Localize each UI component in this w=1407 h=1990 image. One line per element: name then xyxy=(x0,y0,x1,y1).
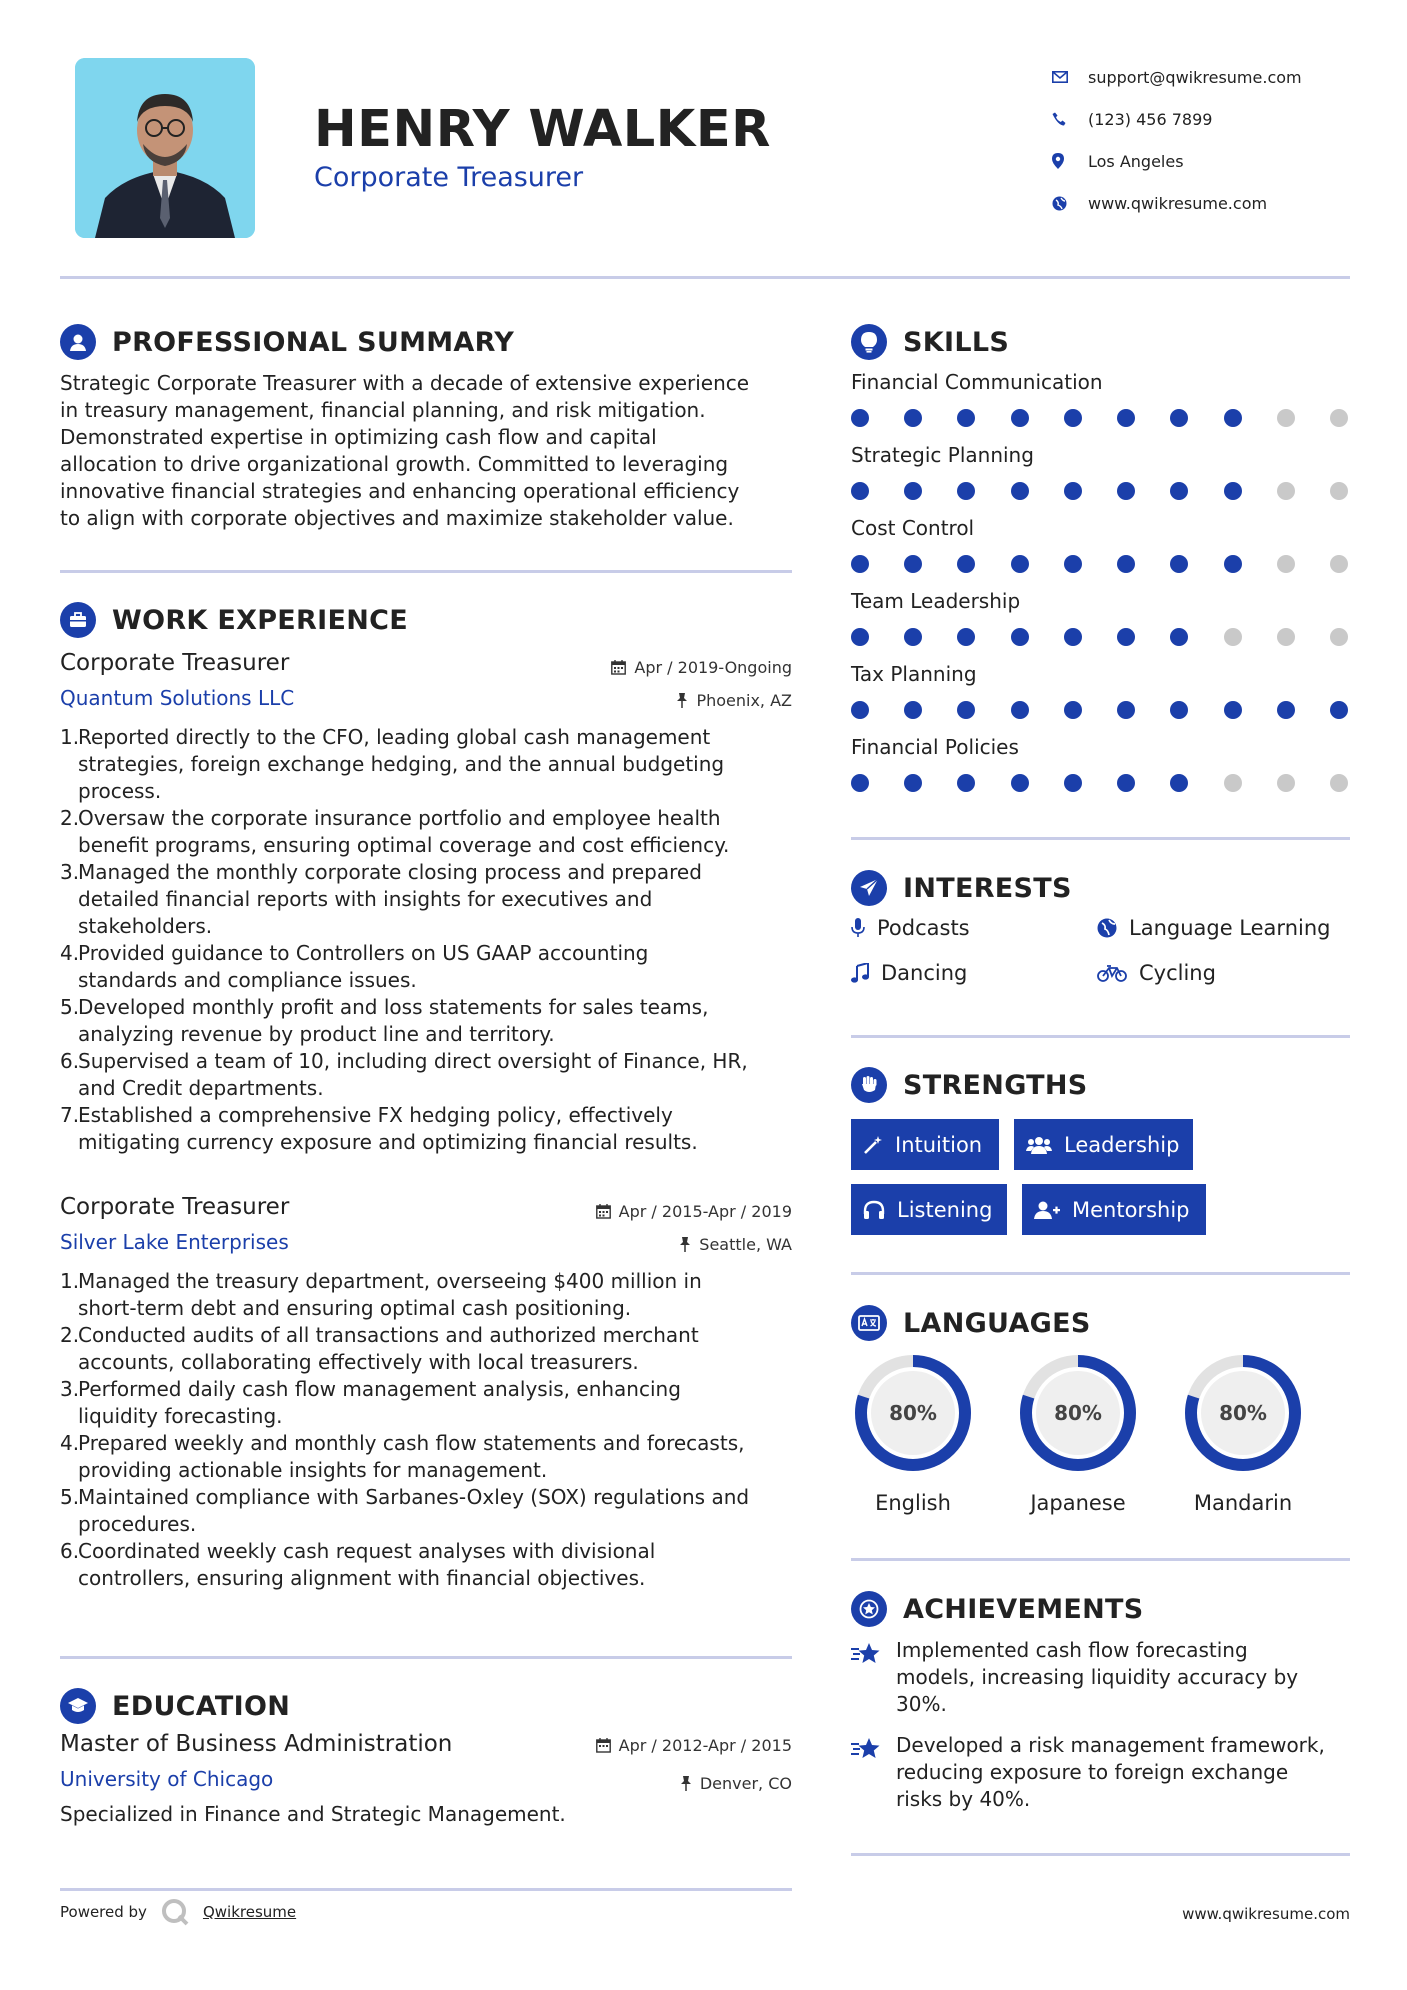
rating-dot-empty xyxy=(1277,482,1295,500)
rating-dot-empty xyxy=(1277,628,1295,646)
interests-section-header xyxy=(851,870,1072,906)
bullet-line: liquidity forecasting. xyxy=(78,1404,283,1428)
rating-dot-filled xyxy=(1064,555,1082,573)
job-bullet xyxy=(60,1430,792,1484)
microphone-icon xyxy=(851,918,865,938)
language-item xyxy=(1181,1351,1305,1515)
job-bullet xyxy=(60,1048,792,1102)
calendar-icon xyxy=(596,1204,611,1219)
calendar-icon xyxy=(596,1738,611,1753)
bullet-number: 4. xyxy=(60,1431,80,1455)
rating-dot-filled xyxy=(1170,555,1188,573)
rating-dot-filled xyxy=(1330,701,1348,719)
achievement-text xyxy=(896,1637,1298,1718)
rating-dot-filled xyxy=(1224,701,1242,719)
summary-line: in treasury management, financial planning, and risk mitigation. xyxy=(60,398,706,422)
bullet-number: 3. xyxy=(60,860,80,884)
rating-dot-filled xyxy=(904,701,922,719)
strength-label: Leadership xyxy=(1064,1132,1180,1157)
achievement-line: reducing exposure to foreign exchange xyxy=(896,1760,1289,1784)
rating-dot-filled xyxy=(1011,701,1029,719)
job-bullet xyxy=(60,1322,792,1376)
rating-dot-filled xyxy=(1064,628,1082,646)
summary-text xyxy=(60,370,785,532)
rating-dot-filled xyxy=(1011,482,1029,500)
job-date-text: Apr / 2019-Ongoing xyxy=(634,658,792,677)
job-company: Quantum Solutions LLC xyxy=(60,686,295,710)
user-plus-icon xyxy=(1034,1200,1060,1220)
bullet-line: Supervised a team of 10, including direct oversight of Finance, HR, xyxy=(78,1049,748,1073)
strength-label: Listening xyxy=(897,1197,993,1222)
achievement-line: risks by 40%. xyxy=(896,1787,1031,1811)
interests-title: INTERESTS xyxy=(903,872,1072,904)
rating-dot-empty xyxy=(1224,628,1242,646)
rating-dot-empty xyxy=(1277,555,1295,573)
interest-label: Dancing xyxy=(881,961,968,985)
rating-dot-filled xyxy=(1117,774,1135,792)
rating-dot-filled xyxy=(1117,482,1135,500)
bullet-line: analyzing revenue by product line and territory. xyxy=(78,1022,555,1046)
bullet-line: Conducted audits of all transactions and authorized merchant xyxy=(78,1323,699,1347)
bullet-number: 7. xyxy=(60,1103,80,1127)
skill-item xyxy=(851,443,1351,516)
skill-rating xyxy=(851,482,1348,500)
summary-line: Strategic Corporate Treasurer with a decade of extensive experience xyxy=(60,371,750,395)
education-location xyxy=(680,1774,792,1793)
rating-dot-filled xyxy=(1224,482,1242,500)
skill-rating xyxy=(851,628,1348,646)
calendar-icon xyxy=(611,660,626,675)
strength-badge xyxy=(851,1184,1007,1235)
contact-block xyxy=(1048,56,1388,224)
bullet-line: Managed the treasury department, overseeing $400 million in xyxy=(78,1269,702,1293)
job-entry xyxy=(60,650,792,1156)
bullet-line: process. xyxy=(78,779,162,803)
job-bullet xyxy=(60,1376,792,1430)
rating-dot-filled xyxy=(1064,774,1082,792)
rating-dot-filled xyxy=(957,774,975,792)
footer-divider xyxy=(60,1888,792,1891)
bullet-number: 5. xyxy=(60,995,80,1019)
lightbulb-icon xyxy=(851,324,887,360)
bullet-line: Oversaw the corporate insurance portfolio and employee health xyxy=(78,806,721,830)
user-icon xyxy=(60,324,96,360)
bullet-line: strategies, foreign exchange hedging, and the annual budgeting xyxy=(78,752,725,776)
achievement-line: Developed a risk management framework, xyxy=(896,1733,1325,1757)
music-note-icon xyxy=(851,963,869,983)
languages-section-header xyxy=(851,1305,1091,1341)
bullet-line: Coordinated weekly cash request analyses with divisional xyxy=(78,1539,656,1563)
skill-item xyxy=(851,735,1351,808)
bullet-text xyxy=(78,1430,744,1484)
job-company: Silver Lake Enterprises xyxy=(60,1230,289,1254)
job-date xyxy=(596,1202,792,1221)
education-location-text: Denver, CO xyxy=(699,1774,792,1793)
rating-dot-filled xyxy=(851,628,869,646)
bullet-text xyxy=(78,724,724,805)
bullet-number: 6. xyxy=(60,1049,80,1073)
summary-line: to align with corporate objectives and maximize stakeholder value. xyxy=(60,506,734,530)
job-bullet xyxy=(60,1268,792,1322)
rating-dot-filled xyxy=(1224,555,1242,573)
language-progress-ring xyxy=(1181,1351,1305,1475)
bullet-number: 4. xyxy=(60,941,80,965)
skills-divider xyxy=(851,837,1350,840)
bullet-text xyxy=(78,994,708,1048)
bullet-text xyxy=(78,1048,748,1102)
rating-dot-empty xyxy=(1330,555,1348,573)
fist-icon xyxy=(851,1067,887,1103)
rating-dot-filled xyxy=(1011,409,1029,427)
star-badge-icon xyxy=(851,1591,887,1627)
rating-dot-filled xyxy=(851,701,869,719)
bullet-text xyxy=(78,940,648,994)
users-icon xyxy=(1026,1135,1052,1155)
strengths-title: STRENGTHS xyxy=(903,1069,1088,1101)
bullet-line: procedures. xyxy=(78,1512,197,1536)
language-card-icon xyxy=(851,1305,887,1341)
rating-dot-empty xyxy=(1224,774,1242,792)
job-bullet xyxy=(60,940,792,994)
summary-line: allocation to drive organizational growth. Committed to leveraging xyxy=(60,452,729,476)
strength-badge xyxy=(1022,1184,1206,1235)
education-title: EDUCATION xyxy=(112,1690,291,1722)
bullet-number: 1. xyxy=(60,1269,80,1293)
bullet-number: 1. xyxy=(60,725,80,749)
rating-dot-filled xyxy=(957,628,975,646)
job-date-text: Apr / 2015-Apr / 2019 xyxy=(618,1202,792,1221)
bullet-line: Maintained compliance with Sarbanes-Oxley (SOX) regulations and xyxy=(78,1485,750,1509)
rating-dot-filled xyxy=(904,409,922,427)
bullet-line: stakeholders. xyxy=(78,914,213,938)
bullet-text xyxy=(78,1268,702,1322)
job-date xyxy=(611,658,792,677)
rating-dot-filled xyxy=(1117,628,1135,646)
education-section-header xyxy=(60,1688,290,1724)
rating-dot-filled xyxy=(1117,409,1135,427)
bullet-line: short-term debt and ensuring optimal cash positioning. xyxy=(78,1296,632,1320)
work-divider xyxy=(60,1656,792,1659)
language-name: Japanese xyxy=(1030,1491,1126,1515)
globe-icon xyxy=(1048,196,1088,211)
achievements-divider xyxy=(851,1853,1350,1856)
summary-divider xyxy=(60,570,792,573)
rating-dot-filled xyxy=(851,409,869,427)
candidate-role: Corporate Treasurer xyxy=(314,162,584,193)
footer-website[interactable]: www.qwikresume.com xyxy=(1182,1905,1350,1923)
bullet-line: Performed daily cash flow management analysis, enhancing xyxy=(78,1377,681,1401)
contact-email[interactable] xyxy=(1048,56,1388,98)
bullet-text xyxy=(78,1484,749,1538)
job-bullet xyxy=(60,724,792,805)
job-title: Corporate Treasurer xyxy=(60,1194,290,1220)
rating-dot-filled xyxy=(1064,701,1082,719)
paper-plane-icon xyxy=(851,870,887,906)
website-text: www.qwikresume.com xyxy=(1088,193,1268,213)
bullet-number: 3. xyxy=(60,1377,80,1401)
bullet-line: Established a comprehensive FX hedging policy, effectively xyxy=(78,1103,673,1127)
rating-dot-empty xyxy=(1277,774,1295,792)
education-entry xyxy=(60,1731,792,1828)
bullet-number: 2. xyxy=(60,806,80,830)
bullet-line: controllers, ensuring alignment with financial objectives. xyxy=(78,1566,646,1590)
skill-name: Cost Control xyxy=(851,516,975,540)
rating-dot-empty xyxy=(1330,628,1348,646)
language-percent: 80% xyxy=(1054,1401,1102,1425)
rating-dot-filled xyxy=(904,482,922,500)
skill-item xyxy=(851,516,1351,589)
skill-item xyxy=(851,370,1351,443)
skill-name: Team Leadership xyxy=(851,589,1021,613)
rating-dot-filled xyxy=(1011,774,1029,792)
rating-dot-filled xyxy=(904,774,922,792)
globe-icon xyxy=(1097,918,1117,938)
skill-name: Strategic Planning xyxy=(851,443,1034,467)
job-bullets xyxy=(60,724,792,1156)
job-location xyxy=(679,1235,792,1254)
interest-item xyxy=(851,916,970,940)
skill-rating xyxy=(851,774,1348,792)
interest-item xyxy=(1097,961,1216,985)
briefcase-icon xyxy=(60,602,96,638)
achievement-line: models, increasing liquidity accuracy by xyxy=(896,1665,1299,1689)
star-trophy-icon xyxy=(851,1637,896,1718)
rating-dot-filled xyxy=(957,701,975,719)
contact-website[interactable] xyxy=(1048,182,1388,224)
education-date-text: Apr / 2012-Apr / 2015 xyxy=(618,1736,792,1755)
achievements-section-header xyxy=(851,1591,1144,1627)
bullet-number: 5. xyxy=(60,1485,80,1509)
rating-dot-filled xyxy=(1170,628,1188,646)
bullet-line: providing actionable insights for management. xyxy=(78,1458,548,1482)
job-location xyxy=(676,691,792,710)
rating-dot-filled xyxy=(1117,555,1135,573)
contact-phone[interactable] xyxy=(1048,98,1388,140)
skills-section-header xyxy=(851,324,1009,360)
bicycle-icon xyxy=(1097,964,1127,982)
rating-dot-filled xyxy=(904,555,922,573)
language-item xyxy=(1016,1351,1140,1515)
skill-item xyxy=(851,589,1351,662)
interest-item xyxy=(851,961,967,985)
bullet-line: mitigating currency exposure and optimizing financial results. xyxy=(78,1130,698,1154)
bullet-line: standards and compliance issues. xyxy=(78,968,417,992)
bullet-text xyxy=(78,859,702,940)
languages-divider xyxy=(851,1558,1350,1561)
interests-divider xyxy=(851,1035,1350,1038)
pushpin-icon xyxy=(676,693,688,708)
candidate-name: HENRY WALKER xyxy=(314,100,771,159)
footer-powered-by xyxy=(60,1898,296,1926)
rating-dot-empty xyxy=(1330,409,1348,427)
interest-label: Language Learning xyxy=(1129,916,1331,940)
bullet-line: Developed monthly profit and loss statements for sales teams, xyxy=(78,995,709,1019)
pushpin-icon xyxy=(679,1237,691,1252)
bullet-text xyxy=(78,1102,698,1156)
job-entry xyxy=(60,1194,792,1592)
education-note: Specialized in Finance and Strategic Management. xyxy=(60,1802,566,1826)
summary-title: PROFESSIONAL SUMMARY xyxy=(112,326,515,358)
language-progress-ring xyxy=(1016,1351,1140,1475)
magic-wand-icon xyxy=(863,1135,883,1155)
summary-line: innovative financial strategies and enhancing operational efficiency xyxy=(60,479,740,503)
job-location-text: Phoenix, AZ xyxy=(696,691,792,710)
job-bullet xyxy=(60,1102,792,1156)
bullet-text xyxy=(78,805,729,859)
bullet-line: Managed the monthly corporate closing process and prepared xyxy=(78,860,702,884)
job-title: Corporate Treasurer xyxy=(60,650,290,676)
rating-dot-filled xyxy=(1170,774,1188,792)
language-percent: 80% xyxy=(1219,1401,1267,1425)
skills-list xyxy=(851,370,1351,808)
achievements-title: ACHIEVEMENTS xyxy=(903,1593,1144,1625)
graduation-cap-icon xyxy=(60,1688,96,1724)
work-title: WORK EXPERIENCE xyxy=(112,604,408,636)
language-percent: 80% xyxy=(889,1401,937,1425)
strength-label: Intuition xyxy=(895,1132,983,1157)
achievement-line: Implemented cash flow forecasting xyxy=(896,1638,1248,1662)
skill-name: Financial Policies xyxy=(851,735,1019,759)
skill-name: Tax Planning xyxy=(851,662,977,686)
skill-name: Financial Communication xyxy=(851,370,1103,394)
qwikresume-logo-icon xyxy=(161,1898,189,1926)
bullet-number: 2. xyxy=(60,1323,80,1347)
language-name: Mandarin xyxy=(1193,1491,1293,1515)
strength-label: Mentorship xyxy=(1072,1197,1190,1222)
rating-dot-filled xyxy=(1170,482,1188,500)
job-bullet xyxy=(60,805,792,859)
profile-photo xyxy=(75,58,255,238)
achievement-item xyxy=(851,1732,1351,1813)
rating-dot-filled xyxy=(957,482,975,500)
job-bullets xyxy=(60,1268,792,1592)
skill-rating xyxy=(851,701,1348,719)
achievement-item xyxy=(851,1637,1351,1718)
bullet-number: 6. xyxy=(60,1539,80,1563)
language-item xyxy=(851,1351,975,1515)
bullet-line: benefit programs, ensuring optimal coverage and cost efficiency. xyxy=(78,833,730,857)
rating-dot-empty xyxy=(1277,409,1295,427)
job-bullet xyxy=(60,994,792,1048)
email-text: support@qwikresume.com xyxy=(1088,67,1302,87)
interest-label: Cycling xyxy=(1139,961,1216,985)
skill-item xyxy=(851,662,1351,735)
job-bullet xyxy=(60,859,792,940)
rating-dot-filled xyxy=(904,628,922,646)
language-name: English xyxy=(875,1491,951,1515)
bullet-line: Reported directly to the CFO, leading global cash management xyxy=(78,725,711,749)
job-bullet xyxy=(60,1484,792,1538)
bullet-text xyxy=(78,1322,699,1376)
bullet-line: Prepared weekly and monthly cash flow statements and forecasts, xyxy=(78,1431,745,1455)
achievement-line: 30%. xyxy=(896,1692,947,1716)
skill-rating xyxy=(851,555,1348,573)
bullet-line: and Credit departments. xyxy=(78,1076,324,1100)
powered-by-text: Powered by xyxy=(60,1903,147,1921)
rating-dot-filled xyxy=(1064,409,1082,427)
rating-dot-filled xyxy=(1011,628,1029,646)
rating-dot-filled xyxy=(1117,701,1135,719)
strength-badge xyxy=(1014,1119,1193,1170)
languages-title: LANGUAGES xyxy=(903,1307,1091,1339)
skills-title: SKILLS xyxy=(903,326,1010,358)
summary-section-header xyxy=(60,324,514,360)
bullet-text xyxy=(78,1376,681,1430)
strength-badge xyxy=(851,1119,999,1170)
rating-dot-filled xyxy=(1064,482,1082,500)
headphones-icon xyxy=(863,1200,885,1220)
envelope-icon xyxy=(1048,71,1088,83)
job-location-text: Seattle, WA xyxy=(699,1235,792,1254)
rating-dot-filled xyxy=(957,555,975,573)
school: University of Chicago xyxy=(60,1767,274,1791)
work-section-header xyxy=(60,602,408,638)
phone-icon xyxy=(1048,112,1088,126)
skill-rating xyxy=(851,409,1348,427)
brand-link[interactable]: Qwikresume xyxy=(202,1903,297,1921)
rating-dot-filled xyxy=(1277,701,1295,719)
summary-line: Demonstrated expertise in optimizing cash flow and capital xyxy=(60,425,657,449)
rating-dot-filled xyxy=(1011,555,1029,573)
rating-dot-filled xyxy=(1170,409,1188,427)
bullet-line: detailed financial reports with insights for executives and xyxy=(78,887,653,911)
rating-dot-filled xyxy=(1224,409,1242,427)
rating-dot-filled xyxy=(851,774,869,792)
rating-dot-empty xyxy=(1330,774,1348,792)
pushpin-icon xyxy=(680,1776,692,1791)
star-trophy-icon xyxy=(851,1732,896,1813)
job-bullet xyxy=(60,1538,792,1592)
rating-dot-filled xyxy=(1170,701,1188,719)
rating-dot-empty xyxy=(1330,482,1348,500)
achievement-text xyxy=(896,1732,1325,1813)
bullet-text xyxy=(78,1538,655,1592)
contact-location xyxy=(1048,140,1388,182)
map-pin-icon xyxy=(1048,153,1088,169)
bullet-line: Provided guidance to Controllers on US GAAP accounting xyxy=(78,941,649,965)
strengths-section-header xyxy=(851,1067,1088,1103)
location-text: Los Angeles xyxy=(1088,151,1184,171)
education-date xyxy=(596,1736,792,1755)
phone-text: (123) 456 7899 xyxy=(1088,109,1213,129)
interest-item xyxy=(1097,916,1330,940)
rating-dot-filled xyxy=(851,555,869,573)
strengths-divider xyxy=(851,1272,1350,1275)
language-progress-ring xyxy=(851,1351,975,1475)
bullet-line: accounts, collaborating effectively with local treasurers. xyxy=(78,1350,639,1374)
rating-dot-filled xyxy=(957,409,975,427)
interest-label: Podcasts xyxy=(877,916,970,940)
header-divider xyxy=(60,276,1350,279)
rating-dot-filled xyxy=(851,482,869,500)
degree: Master of Business Administration xyxy=(60,1731,453,1757)
